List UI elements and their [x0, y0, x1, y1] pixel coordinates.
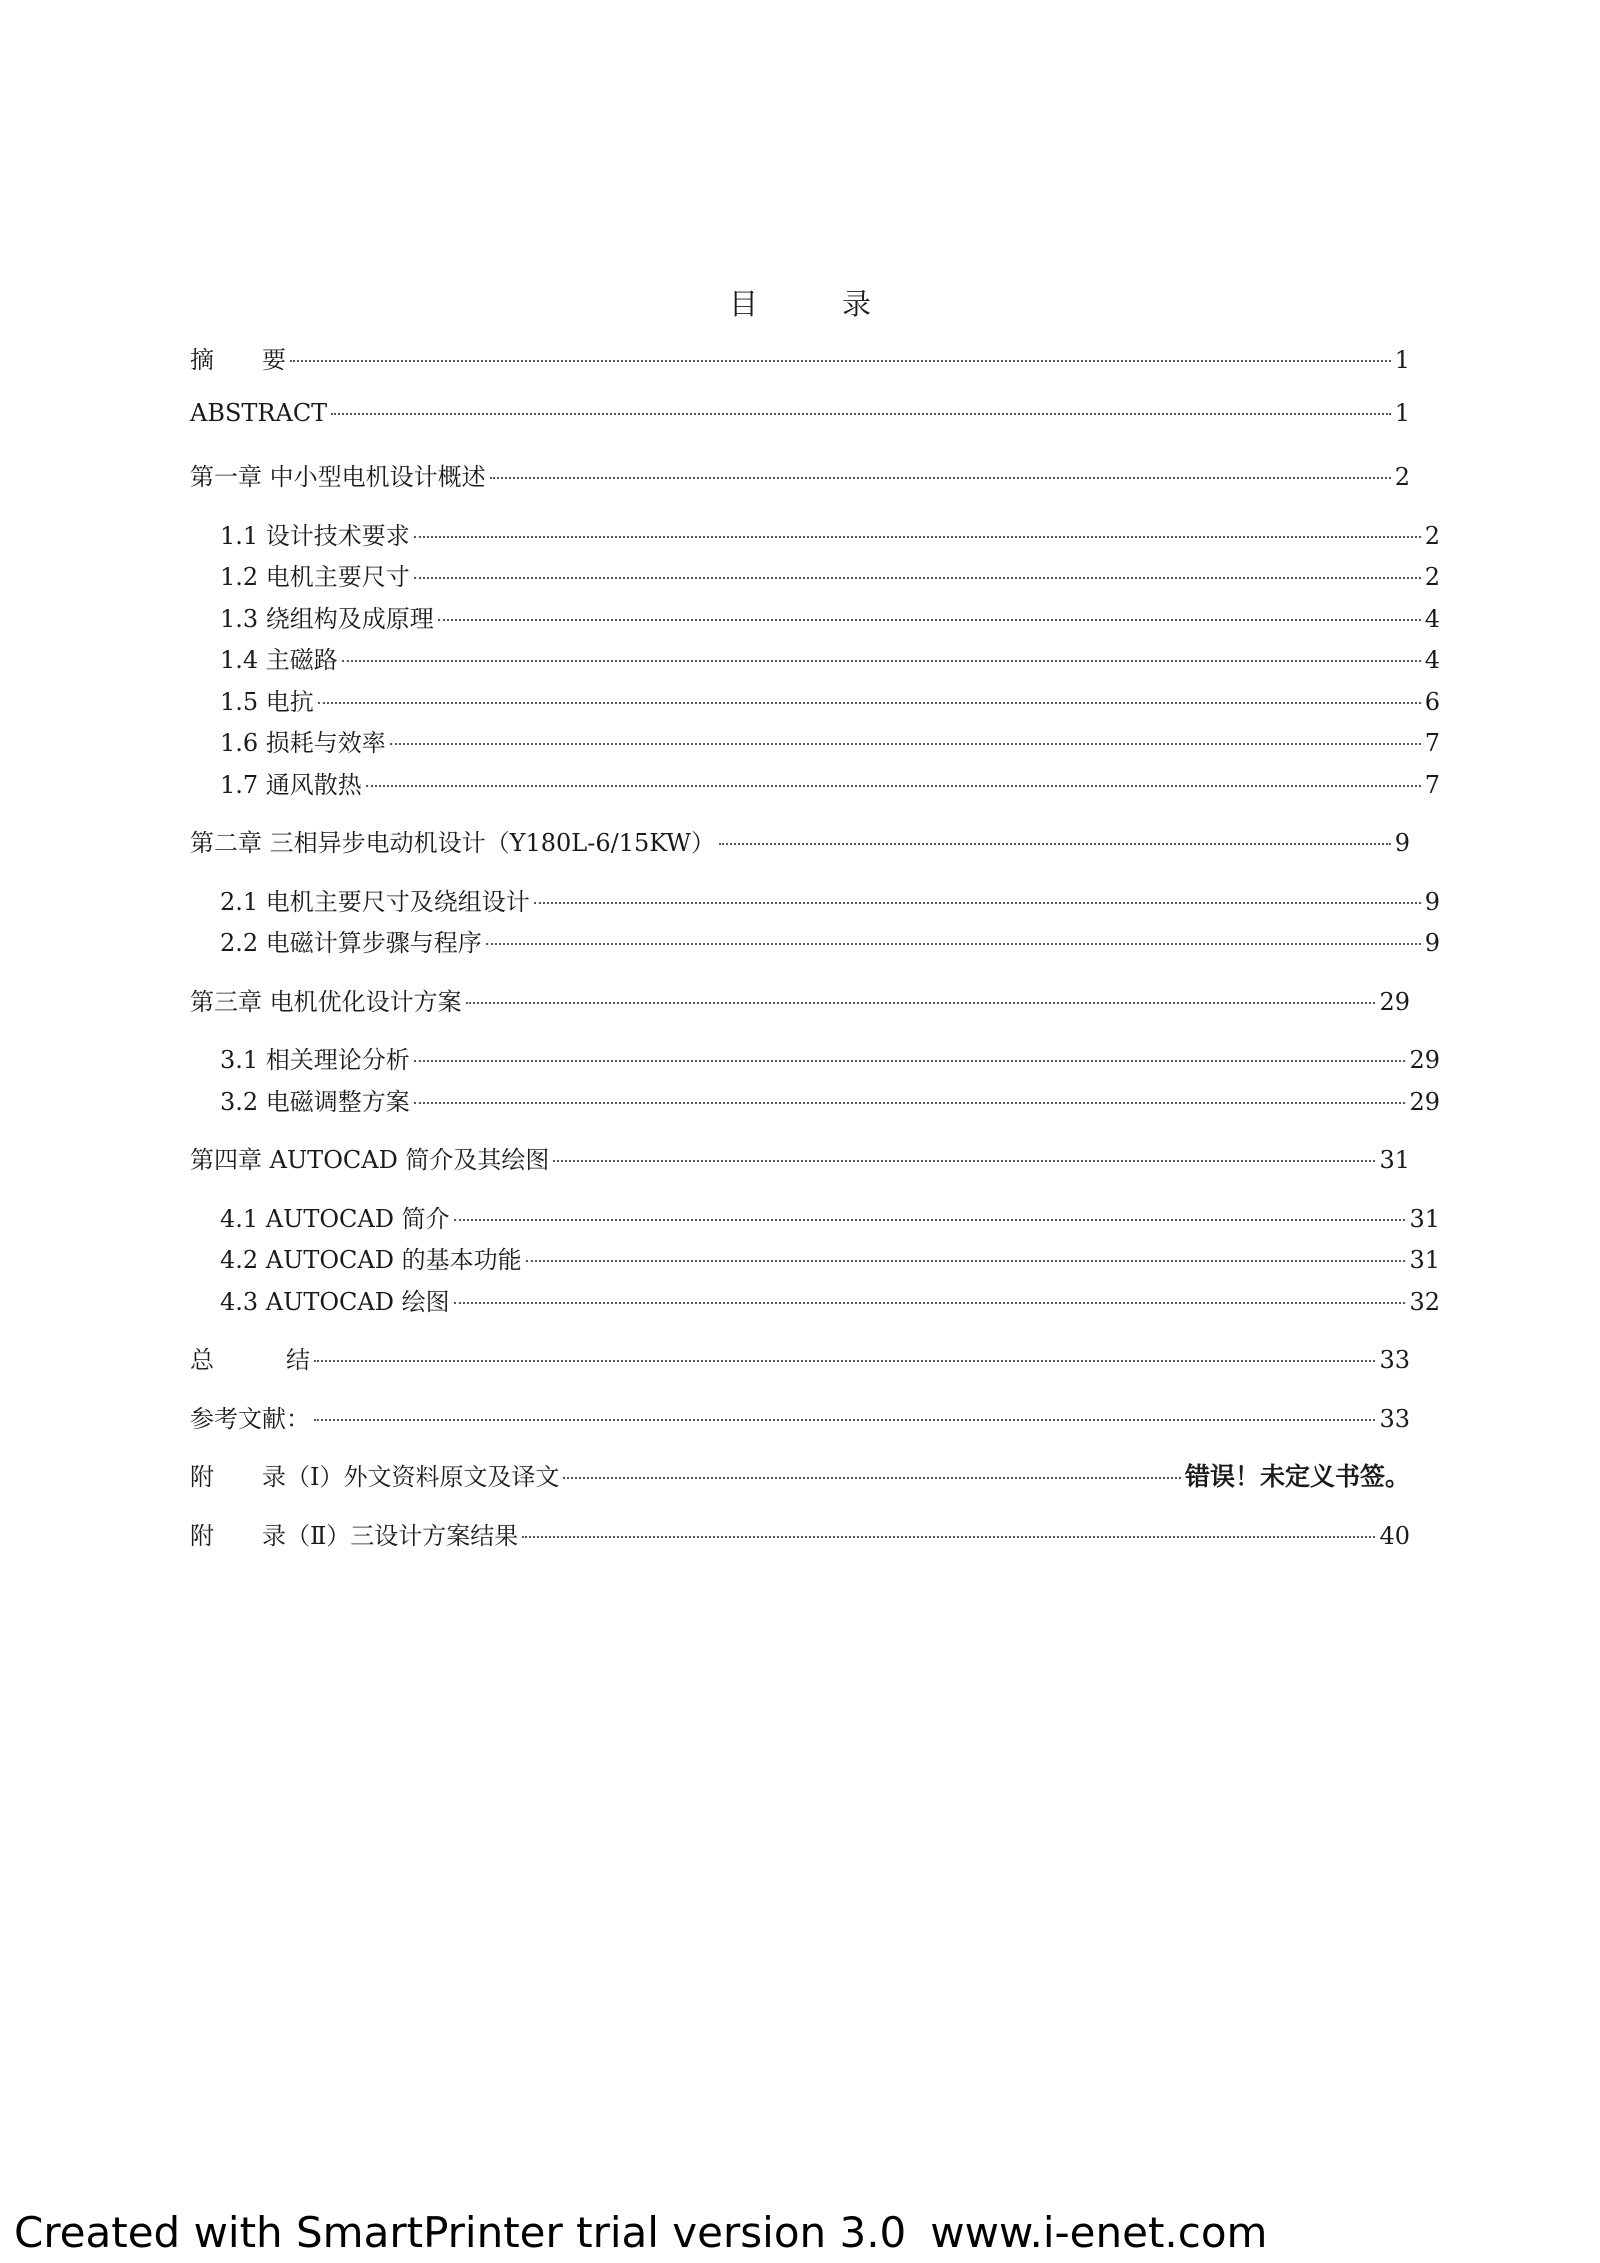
- toc-entry-leader: [390, 743, 1421, 745]
- toc-entry[interactable]: [190, 923, 1440, 958]
- toc-entry-label: 总 结: [190, 1346, 310, 1374]
- toc-entry[interactable]: [190, 1199, 1440, 1234]
- toc-entry-leader: [414, 1060, 1406, 1062]
- toc-entry-page-number: 31: [1379, 1146, 1410, 1174]
- toc-entry-leader: [438, 619, 1421, 621]
- toc-entry-leader: [290, 360, 1391, 362]
- toc-entry-label: 1.2 电机主要尺寸: [220, 563, 410, 591]
- toc-entry[interactable]: [190, 340, 1410, 375]
- toc-entry-page-number: 9: [1394, 829, 1410, 857]
- toc-entry-leader: [719, 843, 1391, 845]
- toc-entry-page-number: 2: [1424, 563, 1440, 591]
- toc-entry-leader: [414, 1102, 1406, 1104]
- toc-entry-label: 1.6 损耗与效率: [220, 729, 386, 757]
- toc-entry-label: 1.3 绕组构及成原理: [220, 604, 434, 633]
- toc-entry-label: 2.2 电磁计算步骤与程序: [220, 929, 482, 957]
- toc-entry[interactable]: [190, 1399, 1410, 1434]
- toc-entry[interactable]: [190, 1282, 1440, 1317]
- toc-entry[interactable]: [190, 1082, 1440, 1117]
- toc-entry-page-number: 4: [1424, 604, 1440, 633]
- toc-entry-label: 摘 要: [190, 346, 286, 374]
- toc-entry-page-number: 31: [1409, 1204, 1440, 1233]
- toc-entry[interactable]: [190, 557, 1440, 592]
- toc-entry-label: 4.3 AUTOCAD 绘图: [220, 1287, 450, 1316]
- toc-entry-page-number: 31: [1409, 1246, 1440, 1274]
- toc-entry[interactable]: [190, 823, 1410, 858]
- toc-entry-page-number: 29: [1409, 1087, 1440, 1116]
- toc-entry-leader: [522, 1536, 1375, 1538]
- toc-entry-page-number: 错误！未定义书签。: [1184, 1462, 1410, 1491]
- toc-entry[interactable]: [190, 599, 1440, 634]
- toc-entry[interactable]: [190, 1040, 1440, 1075]
- toc-entry-leader: [414, 577, 1421, 579]
- toc-entry-leader: [314, 1419, 1375, 1421]
- toc-entry-page-number: 2: [1424, 521, 1440, 550]
- toc-entry-leader: [314, 1360, 1375, 1362]
- toc-entry-label: 附 录（Ⅰ）外文资料原文及译文: [190, 1463, 560, 1491]
- toc-entry-label: 第二章 三相异步电动机设计（Y180L-6/15KW）: [190, 829, 715, 857]
- toc-entry-label: 第三章 电机优化设计方案: [190, 987, 462, 1016]
- toc-entry-page-number: 7: [1424, 729, 1440, 757]
- toc-entry-label: 参考文献：: [190, 1404, 310, 1433]
- toc-entry-leader: [366, 785, 1421, 787]
- toc-entry-leader: [454, 1302, 1406, 1304]
- toc-entry-label: 1.4 主磁路: [220, 646, 338, 674]
- toc-entry-leader: [486, 943, 1421, 945]
- toc-entry-page-number: 29: [1379, 987, 1410, 1016]
- toc-entry-page-number: 7: [1424, 770, 1440, 799]
- toc-entry[interactable]: [190, 1516, 1410, 1551]
- toc-entry[interactable]: [190, 882, 1440, 917]
- footer-text-creator: Created with SmartPrinter trial version 3.0: [14, 2208, 907, 2257]
- toc-entry[interactable]: [190, 1457, 1410, 1493]
- toc-entry-label: 3.2 电磁调整方案: [220, 1087, 410, 1116]
- toc-title: [0, 282, 1600, 323]
- toc-entry-page-number: 33: [1379, 1404, 1410, 1433]
- toc-entry-label: 1.5 电抗: [220, 687, 314, 716]
- toc-entry-leader: [454, 1219, 1406, 1221]
- toc-entry-label: 4.1 AUTOCAD 简介: [220, 1204, 450, 1233]
- toc-entry[interactable]: [190, 682, 1440, 717]
- toc-entry-label: 4.2 AUTOCAD 的基本功能: [220, 1246, 522, 1274]
- toc-entry-label: 第一章 中小型电机设计概述: [190, 463, 486, 491]
- toc-entry[interactable]: [190, 640, 1440, 675]
- toc-entry[interactable]: [190, 399, 1410, 427]
- toc-title-left: 目: [728, 287, 758, 321]
- toc-entry-leader: [553, 1160, 1375, 1162]
- toc-entry[interactable]: [190, 723, 1440, 758]
- footer-text-url: www.i-enet.com: [930, 2208, 1268, 2257]
- toc-entry[interactable]: [190, 1140, 1410, 1175]
- toc-entry-leader: [466, 1002, 1376, 1004]
- toc-entry-leader: [526, 1260, 1406, 1262]
- toc-entry-label: 1.1 设计技术要求: [220, 521, 410, 550]
- toc-entry[interactable]: [190, 516, 1440, 551]
- toc-entry-page-number: 1: [1394, 346, 1410, 374]
- toc-entry-page-number: 29: [1409, 1046, 1440, 1074]
- toc-entry-leader: [534, 902, 1421, 904]
- toc-entry-page-number: 4: [1424, 646, 1440, 674]
- toc-entry-page-number: 9: [1424, 887, 1440, 916]
- toc-entry-leader: [331, 413, 1391, 415]
- watermark-footer: [14, 2208, 1267, 2257]
- toc-entry-page-number: 32: [1409, 1287, 1440, 1316]
- toc-entry-page-number: 2: [1394, 463, 1410, 491]
- toc-entry-page-number: 1: [1394, 398, 1410, 427]
- toc-entry-label: 1.7 通风散热: [220, 770, 362, 799]
- toc-title-right: 录: [842, 287, 872, 321]
- toc-entry-page-number: 33: [1379, 1346, 1410, 1374]
- toc-entry-leader: [563, 1477, 1181, 1479]
- toc-entry-page-number: 9: [1424, 929, 1440, 957]
- toc-entry-leader: [490, 477, 1391, 479]
- toc-entry[interactable]: [190, 1240, 1440, 1275]
- toc-entry[interactable]: [190, 765, 1440, 800]
- toc-entry[interactable]: [190, 982, 1410, 1017]
- toc-entry-label: 附 录（Ⅱ）三设计方案结果: [190, 1521, 519, 1550]
- toc-entry[interactable]: [190, 1340, 1410, 1375]
- toc-entry-page-number: 6: [1424, 687, 1440, 716]
- toc-entry[interactable]: [190, 457, 1410, 492]
- toc-entry-label: 3.1 相关理论分析: [220, 1046, 410, 1074]
- toc-entry-leader: [414, 536, 1421, 538]
- toc-entry-label: ABSTRACT: [190, 398, 328, 427]
- toc-entry-label: 第四章 AUTOCAD 简介及其绘图: [190, 1146, 550, 1174]
- toc-entry-leader: [318, 702, 1421, 704]
- toc-entry-leader: [342, 660, 1421, 662]
- toc-entry-page-number: 40: [1379, 1521, 1410, 1550]
- toc-entry-label: 2.1 电机主要尺寸及绕组设计: [220, 887, 530, 916]
